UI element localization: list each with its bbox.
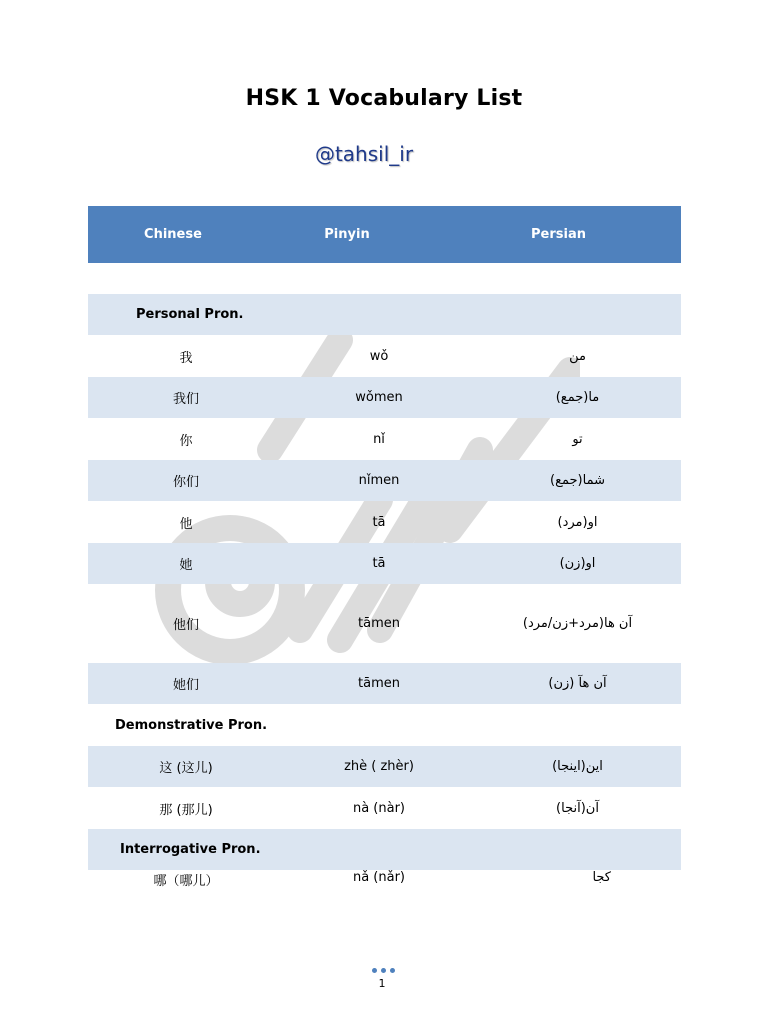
cell-pinyin: nǐ: [373, 431, 385, 447]
table-row: [88, 377, 681, 418]
cell-persian: این(اینجا): [552, 759, 603, 774]
table-row: [88, 584, 681, 663]
table-row: [88, 335, 681, 377]
cell-pinyin: tāmen: [358, 676, 400, 691]
document-title: HSK 1 Vocabulary List: [245, 86, 523, 111]
dot-icon: [381, 968, 386, 973]
section-row-interrogative: [88, 829, 681, 870]
table-row: [88, 501, 681, 543]
table-row: [88, 460, 681, 501]
cell-persian: او(زن): [559, 556, 596, 571]
page-number: 1: [378, 977, 386, 990]
cell-persian: آن(آنجا): [556, 800, 599, 816]
cell-chinese: 我: [179, 350, 193, 366]
section-row-personal: [88, 294, 681, 335]
dot-icon: [372, 968, 377, 973]
cell-persian: آن ها(مرد+زن/مرد): [522, 616, 633, 631]
table-row: [88, 746, 681, 787]
section-row-demonstrative: [88, 704, 681, 746]
cell-chinese: 哪（哪儿）: [153, 874, 219, 889]
table-row: [88, 418, 681, 460]
cell-pinyin: nà (nàr): [352, 800, 406, 816]
cell-chinese: 你们: [172, 475, 199, 490]
table-row: [88, 870, 681, 890]
cell-persian: کجا: [592, 870, 611, 885]
cell-pinyin: tāmen: [358, 616, 400, 631]
cell-pinyin: nǐmen: [358, 473, 400, 488]
cell-chinese: 她: [179, 558, 193, 573]
handle-text: @tahsil_ir: [314, 142, 414, 166]
cell-persian: من: [569, 348, 586, 364]
vocabulary-table: [88, 206, 681, 890]
section-label: Demonstrative Pron.: [115, 717, 268, 733]
cell-pinyin: tā: [372, 556, 386, 571]
cell-pinyin: zhè ( zhèr): [344, 759, 414, 774]
cell-chinese: 我们: [172, 392, 199, 407]
cell-persian: ما(جمع): [555, 390, 600, 405]
cell-chinese: 这 (这儿): [159, 761, 213, 776]
section-label: Interrogative Pron.: [120, 842, 261, 857]
cell-pinyin: nǎ (nǎr): [352, 870, 406, 885]
cell-chinese: 那 (那儿): [159, 802, 213, 818]
cell-persian: شما(جمع): [550, 473, 605, 488]
spacer-row: [88, 263, 681, 294]
table-header: [88, 206, 681, 263]
dot-icon: [390, 968, 395, 973]
header-persian: Persian: [531, 227, 586, 242]
header-chinese: Chinese: [144, 227, 202, 242]
cell-pinyin: tā: [372, 514, 386, 530]
table-row: [88, 543, 681, 584]
cell-chinese: 他们: [172, 618, 199, 633]
cell-persian: او(مرد): [557, 514, 598, 530]
cell-chinese: 你: [179, 433, 193, 449]
header-pinyin: Pinyin: [324, 227, 370, 242]
cell-persian: آن هآ (زن): [548, 676, 607, 691]
cell-chinese: 她们: [172, 678, 199, 693]
cell-pinyin: wǒ: [369, 348, 389, 364]
footer-dots: [372, 968, 395, 973]
cell-chinese: 他: [179, 516, 193, 532]
cell-pinyin: wǒmen: [355, 390, 403, 405]
cell-persian: تو: [572, 431, 583, 447]
table-row: [88, 787, 681, 829]
section-label: Personal Pron.: [136, 307, 244, 322]
table-row: [88, 663, 681, 704]
